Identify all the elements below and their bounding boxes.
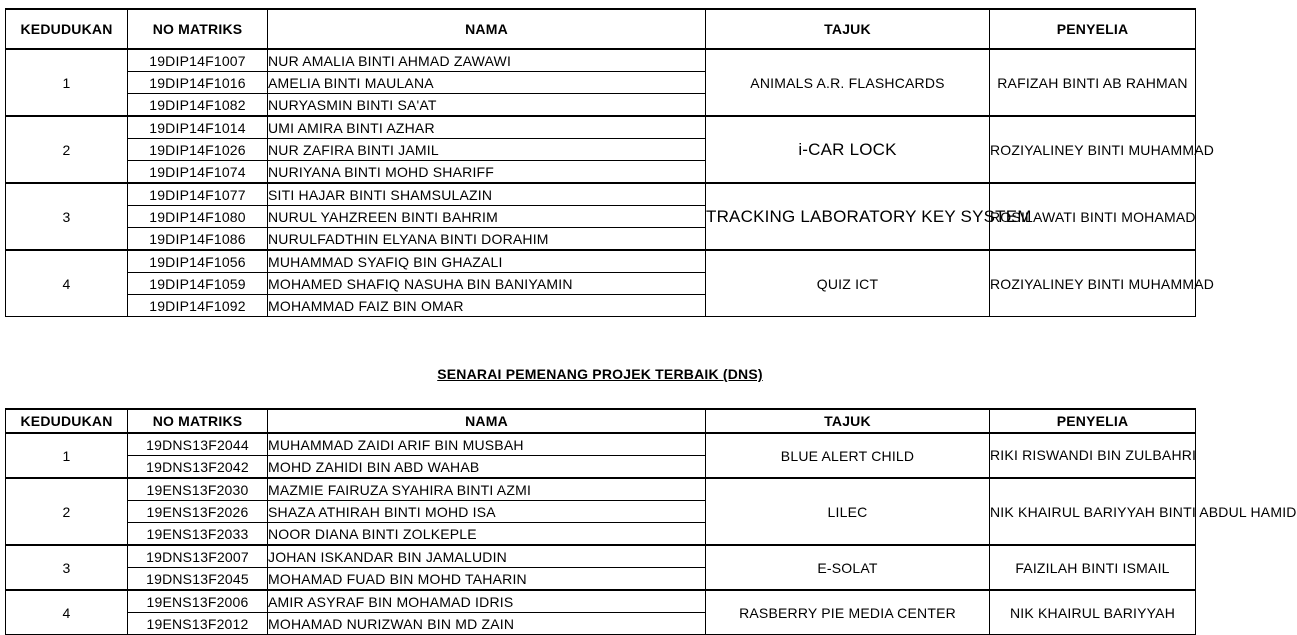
table-row xyxy=(6,590,1196,613)
matric-cell: 19DIP14F1026 xyxy=(128,139,268,161)
supervisor-cell: RAFIZAH BINTI AB RAHMAN xyxy=(990,49,1196,116)
matric-cell: 19DIP14F1082 xyxy=(128,94,268,117)
name-cell: NOOR DIANA BINTI ZOLKEPLE xyxy=(268,523,706,546)
table-row xyxy=(6,183,1196,206)
header-tajuk: TAJUK xyxy=(706,409,990,433)
rank-cell: 2 xyxy=(6,478,128,545)
header-nama: NAMA xyxy=(268,409,706,433)
table-header-row xyxy=(6,409,1196,433)
header-penyelia: PENYELIA xyxy=(990,9,1196,49)
name-cell: MOHAMAD NURIZWAN BIN MD ZAIN xyxy=(268,613,706,635)
supervisor-cell: NIK KHAIRUL BARIYYAH xyxy=(990,590,1196,635)
matric-cell: 19DIP14F1007 xyxy=(128,49,268,72)
matric-cell: 19DIP14F1080 xyxy=(128,206,268,228)
header-tajuk: TAJUK xyxy=(706,9,990,49)
rank-cell: 4 xyxy=(6,250,128,317)
name-cell: NURUL YAHZREEN BINTI BAHRIM xyxy=(268,206,706,228)
matric-cell: 19ENS13F2012 xyxy=(128,613,268,635)
rank-cell: 1 xyxy=(6,49,128,116)
matric-cell: 19DNS13F2045 xyxy=(128,568,268,591)
rank-cell: 4 xyxy=(6,590,128,635)
name-cell: JOHAN ISKANDAR BIN JAMALUDIN xyxy=(268,545,706,568)
name-cell: MAZMIE FAIRUZA SYAHIRA BINTI AZMI xyxy=(268,478,706,501)
name-cell: SITI HAJAR BINTI SHAMSULAZIN xyxy=(268,183,706,206)
project-title-cell: E-SOLAT xyxy=(706,545,990,590)
supervisor-cell: ROZIYALINEY BINTI MUHAMMAD xyxy=(990,116,1196,183)
matric-cell: 19DIP14F1056 xyxy=(128,250,268,273)
rank-cell: 2 xyxy=(6,116,128,183)
supervisor-cell: ROZIYALINEY BINTI MUHAMMAD xyxy=(990,250,1196,317)
table-row xyxy=(6,250,1196,273)
table-row xyxy=(6,545,1196,568)
name-cell: SHAZA ATHIRAH BINTI MOHD ISA xyxy=(268,501,706,523)
matric-cell: 19DNS13F2044 xyxy=(128,433,268,456)
table-row xyxy=(6,116,1196,139)
matric-cell: 19DIP14F1016 xyxy=(128,72,268,94)
project-title-cell: LILEC xyxy=(706,478,990,545)
header-penyelia: PENYELIA xyxy=(990,409,1196,433)
matric-cell: 19DIP14F1074 xyxy=(128,161,268,184)
header-no-matriks: NO MATRIKS xyxy=(128,9,268,49)
project-title-cell: ANIMALS A.R. FLASHCARDS xyxy=(706,49,990,116)
header-kedudukan: KEDUDUKAN xyxy=(6,409,128,433)
table-header-row xyxy=(6,9,1196,49)
project-title-cell: QUIZ ICT xyxy=(706,250,990,317)
dns-section-title: SENARAI PEMENANG PROJEK TERBAIK (DNS) xyxy=(437,366,763,382)
matric-cell: 19DIP14F1092 xyxy=(128,295,268,317)
matric-cell: 19DNS13F2007 xyxy=(128,545,268,568)
name-cell: MUHAMMAD SYAFIQ BIN GHAZALI xyxy=(268,250,706,273)
name-cell: MOHAMED SHAFIQ NASUHA BIN BANIYAMIN xyxy=(268,273,706,295)
rank-cell: 3 xyxy=(6,545,128,590)
project-title-cell: BLUE ALERT CHILD xyxy=(706,433,990,478)
name-cell: UMI AMIRA BINTI AZHAR xyxy=(268,116,706,139)
matric-cell: 19DIP14F1059 xyxy=(128,273,268,295)
project-title-cell: TRACKING LABORATORY KEY SYSTEM xyxy=(706,183,990,250)
matric-cell: 19ENS13F2033 xyxy=(128,523,268,546)
name-cell: MOHAMAD FUAD BIN MOHD TAHARIN xyxy=(268,568,706,591)
rank-cell: 3 xyxy=(6,183,128,250)
matric-cell: 19ENS13F2026 xyxy=(128,501,268,523)
dns-winners-table xyxy=(5,408,1297,635)
header-no-matriks: NO MATRIKS xyxy=(128,409,268,433)
header-nama: NAMA xyxy=(268,9,706,49)
matric-cell: 19ENS13F2006 xyxy=(128,590,268,613)
name-cell: NUR ZAFIRA BINTI JAMIL xyxy=(268,139,706,161)
name-cell: AMIR ASYRAF BIN MOHAMAD IDRIS xyxy=(268,590,706,613)
name-cell: AMELIA BINTI MAULANA xyxy=(268,72,706,94)
name-cell: MOHD ZAHIDI BIN ABD WAHAB xyxy=(268,456,706,479)
name-cell: NURULFADTHIN ELYANA BINTI DORAHIM xyxy=(268,228,706,251)
dip-winners-table xyxy=(5,8,1215,317)
matric-cell: 19DIP14F1086 xyxy=(128,228,268,251)
matric-cell: 19ENS13F2030 xyxy=(128,478,268,501)
supervisor-cell: RIKI RISWANDI BIN ZULBAHRI xyxy=(990,433,1196,478)
rank-cell: 1 xyxy=(6,433,128,478)
matric-cell: 19DIP14F1014 xyxy=(128,116,268,139)
header-kedudukan: KEDUDUKAN xyxy=(6,9,128,49)
supervisor-cell: ROSILAWATI BINTI MOHAMAD xyxy=(990,183,1196,250)
table-row xyxy=(6,478,1196,501)
supervisor-cell: FAIZILAH BINTI ISMAIL xyxy=(990,545,1196,590)
project-title-cell: RASBERRY PIE MEDIA CENTER xyxy=(706,590,990,635)
name-cell: NURYASMIN BINTI SA'AT xyxy=(268,94,706,117)
table-row xyxy=(6,433,1196,456)
name-cell: MOHAMMAD FAIZ BIN OMAR xyxy=(268,295,706,317)
project-title-cell: i-CAR LOCK xyxy=(706,116,990,183)
table-row xyxy=(6,49,1196,72)
matric-cell: 19DNS13F2042 xyxy=(128,456,268,479)
name-cell: NUR AMALIA BINTI AHMAD ZAWAWI xyxy=(268,49,706,72)
supervisor-cell: NIK KHAIRUL BARIYYAH BINTI ABDUL HAMID xyxy=(990,478,1196,545)
name-cell: NURIYANA BINTI MOHD SHARIFF xyxy=(268,161,706,184)
matric-cell: 19DIP14F1077 xyxy=(128,183,268,206)
name-cell: MUHAMMAD ZAIDI ARIF BIN MUSBAH xyxy=(268,433,706,456)
